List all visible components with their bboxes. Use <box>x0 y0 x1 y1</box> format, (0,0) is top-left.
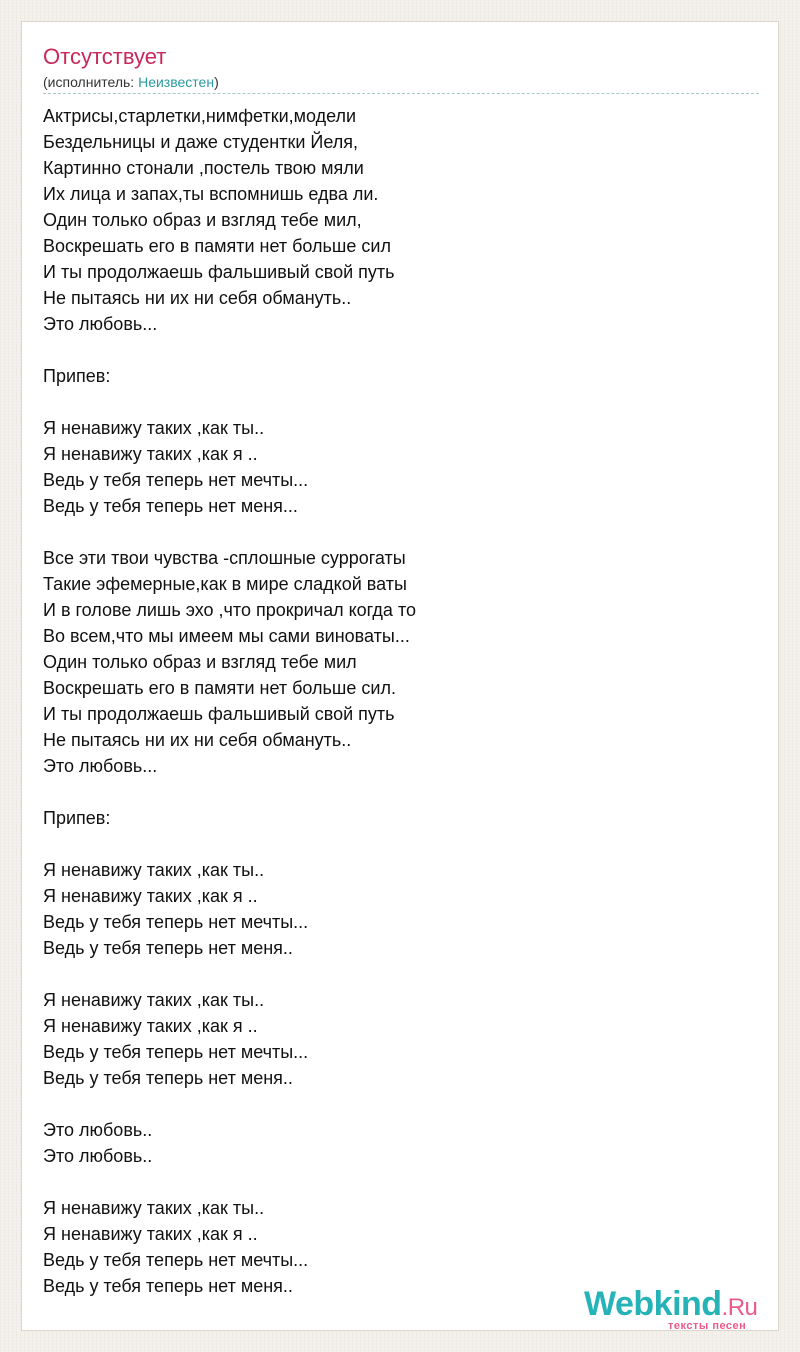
lyrics-stanza <box>43 545 759 779</box>
artist-prefix: (исполнитель: <box>43 74 139 90</box>
lyrics-stanza <box>43 103 759 337</box>
lyrics-stanza <box>43 987 759 1091</box>
lyrics-stanza <box>43 1117 759 1169</box>
lyrics-line: Ведь у тебя теперь нет меня.. <box>43 1068 293 1088</box>
artist-line <box>43 73 219 91</box>
logo-main-text: Webkind <box>584 1285 722 1323</box>
lyrics-line: Припев: <box>43 808 111 828</box>
lyrics-line: Воскрешать его в памяти нет больше сил. <box>43 678 396 698</box>
lyrics-line: Картинно стонали ,постель твою мяли <box>43 158 364 178</box>
lyrics-line: Один только образ и взгляд тебе мил <box>43 652 357 672</box>
lyrics-line: Их лица и запах,ты вспомнишь едва ли. <box>43 184 379 204</box>
lyrics-line: Не пытаясь ни их ни себя обмануть.. <box>43 288 352 308</box>
lyrics-line: И ты продолжаешь фальшивый свой путь <box>43 704 395 724</box>
lyrics-line: Бездельницы и даже студентки Йеля, <box>43 132 359 152</box>
lyrics-line: Я ненавижу таких ,как ты.. <box>43 860 265 880</box>
lyrics-line: Это любовь... <box>43 756 158 776</box>
lyrics-line: И в голове лишь эхо ,что прокричал когда то <box>43 600 416 620</box>
lyrics-line: Ведь у тебя теперь нет меня... <box>43 496 298 516</box>
lyrics-line: Я ненавижу таких ,как ты.. <box>43 990 265 1010</box>
lyrics-line: Ведь у тебя теперь нет мечты... <box>43 470 309 490</box>
artist-suffix: ) <box>214 74 219 90</box>
lyrics-line: И ты продолжаешь фальшивый свой путь <box>43 262 395 282</box>
lyrics-line: Один только образ и взгляд тебе мил, <box>43 210 362 230</box>
logo-tld: .Ru <box>721 1294 758 1321</box>
lyrics-line: Ведь у тебя теперь нет мечты... <box>43 1250 309 1270</box>
lyrics-line: Я ненавижу таких ,как я .. <box>43 1016 258 1036</box>
lyrics-text <box>43 103 759 1325</box>
lyrics-line: Во всем,что мы имеем мы сами виноваты... <box>43 626 410 646</box>
lyrics-line: Все эти твои чувства -сплошные суррогаты <box>43 548 406 568</box>
lyrics-line: Такие эфемерные,как в мире сладкой ваты <box>43 574 407 594</box>
lyrics-line: Я ненавижу таких ,как я .. <box>43 1224 258 1244</box>
lyrics-line: Воскрешать его в памяти нет больше сил <box>43 236 391 256</box>
lyrics-line: Я ненавижу таких ,как ты.. <box>43 1198 265 1218</box>
lyrics-line: Это любовь... <box>43 314 158 334</box>
lyrics-line: Припев: <box>43 366 111 386</box>
lyrics-line: Я ненавижу таких ,как я .. <box>43 886 258 906</box>
logo-tagline: тексты песен <box>668 1320 747 1332</box>
lyrics-stanza <box>43 363 759 389</box>
lyrics-stanza <box>43 857 759 961</box>
lyrics-card <box>21 21 779 1331</box>
lyrics-stanza <box>43 805 759 831</box>
song-title: Отсутствует <box>43 44 167 69</box>
webkind-logo[interactable] <box>584 1284 774 1332</box>
lyrics-line: Это любовь.. <box>43 1120 153 1140</box>
lyrics-stanza <box>43 415 759 519</box>
lyrics-line: Я ненавижу таких ,как я .. <box>43 444 258 464</box>
title-divider <box>43 93 759 94</box>
lyrics-line: Актрисы,старлетки,нимфетки,модели <box>43 106 357 126</box>
lyrics-line: Я ненавижу таких ,как ты.. <box>43 418 265 438</box>
lyrics-line: Ведь у тебя теперь нет меня.. <box>43 938 293 958</box>
lyrics-line: Ведь у тебя теперь нет мечты... <box>43 912 309 932</box>
artist-link[interactable]: Неизвестен <box>138 74 215 90</box>
lyrics-line: Не пытаясь ни их ни себя обмануть.. <box>43 730 352 750</box>
lyrics-line: Ведь у тебя теперь нет меня.. <box>43 1276 293 1296</box>
lyrics-line: Это любовь.. <box>43 1146 153 1166</box>
lyrics-line: Ведь у тебя теперь нет мечты... <box>43 1042 309 1062</box>
